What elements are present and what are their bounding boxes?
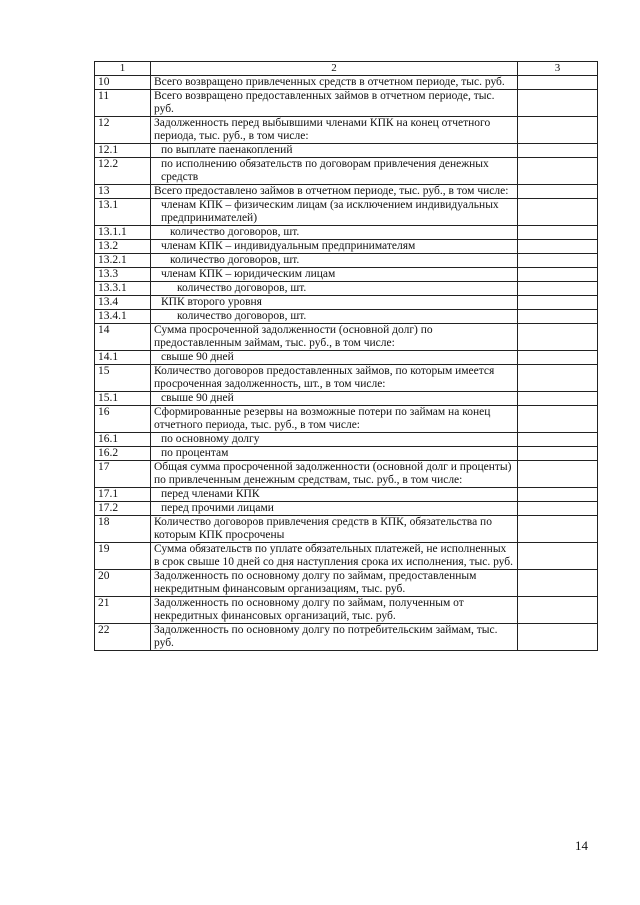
- table-row: [95, 488, 598, 502]
- row-number: 12.1: [95, 144, 151, 158]
- row-description: свыше 90 дней: [151, 392, 518, 406]
- row-description: по исполнению обязательств по договорам привлечения денежных средств: [151, 158, 518, 185]
- row-description: количество договоров, шт.: [151, 254, 518, 268]
- table-row: [95, 282, 598, 296]
- row-description: количество договоров, шт.: [151, 226, 518, 240]
- row-description: Всего возвращено привлеченных средств в отчетном периоде, тыс. руб.: [151, 76, 518, 90]
- row-number: 15: [95, 365, 151, 392]
- row-value-cell[interactable]: [518, 516, 598, 543]
- row-number: 20: [95, 570, 151, 597]
- row-value-cell[interactable]: [518, 392, 598, 406]
- row-value-cell[interactable]: [518, 433, 598, 447]
- row-description: Задолженность по основному долгу по займам, предоставленным некредитным финансовым организациям, тыс. руб.: [151, 570, 518, 597]
- row-description: по основному долгу: [151, 433, 518, 447]
- table-row: [95, 392, 598, 406]
- row-description: Количество договоров предоставленных займов, по которым имеется просроченная задолженность, шт., в том числе:: [151, 365, 518, 392]
- row-number: 17.1: [95, 488, 151, 502]
- row-description: Общая сумма просроченной задолженности (основной долг и проценты) по привлеченным денежным средствам, тыс. руб., в том числе:: [151, 461, 518, 488]
- row-number: 15.1: [95, 392, 151, 406]
- row-value-cell[interactable]: [518, 447, 598, 461]
- row-number: 13: [95, 185, 151, 199]
- table-row: [95, 117, 598, 144]
- row-number: 13.1: [95, 199, 151, 226]
- row-description: по выплате паенакоплений: [151, 144, 518, 158]
- row-value-cell[interactable]: [518, 597, 598, 624]
- row-value-cell[interactable]: [518, 117, 598, 144]
- row-value-cell[interactable]: [518, 268, 598, 282]
- row-number: 14.1: [95, 351, 151, 365]
- row-value-cell[interactable]: [518, 296, 598, 310]
- row-number: 13.1.1: [95, 226, 151, 240]
- row-description: Задолженность по основному долгу по займам, полученным от некредитных финансовых организаций, тыс. руб.: [151, 597, 518, 624]
- table-row: [95, 624, 598, 651]
- row-description: по процентам: [151, 447, 518, 461]
- table-row: [95, 296, 598, 310]
- row-value-cell[interactable]: [518, 310, 598, 324]
- row-value-cell[interactable]: [518, 185, 598, 199]
- table-row: [95, 324, 598, 351]
- row-value-cell[interactable]: [518, 543, 598, 570]
- row-description: количество договоров, шт.: [151, 310, 518, 324]
- row-value-cell[interactable]: [518, 199, 598, 226]
- row-description: КПК второго уровня: [151, 296, 518, 310]
- row-value-cell[interactable]: [518, 570, 598, 597]
- row-number: 13.4.1: [95, 310, 151, 324]
- row-number: 21: [95, 597, 151, 624]
- page-number: 14: [575, 838, 588, 853]
- table-row: [95, 502, 598, 516]
- row-value-cell[interactable]: [518, 226, 598, 240]
- row-value-cell[interactable]: [518, 351, 598, 365]
- row-number: 14: [95, 324, 151, 351]
- row-description: Сумма обязательств по уплате обязательных платежей, не исполненных в срок свыше 10 дней со дня наступления срока их исполнения, тыс. руб.: [151, 543, 518, 570]
- table-header-row: [95, 62, 598, 76]
- table-row: [95, 144, 598, 158]
- table-row: [95, 365, 598, 392]
- row-value-cell[interactable]: [518, 76, 598, 90]
- row-description: Количество договоров привлечения средств в КПК, обязательства по которым КПК просрочены: [151, 516, 518, 543]
- table-row: [95, 433, 598, 447]
- row-value-cell[interactable]: [518, 158, 598, 185]
- row-value-cell[interactable]: [518, 254, 598, 268]
- row-description: членам КПК – физическим лицам (за исключением индивидуальных предпринимателей): [151, 199, 518, 226]
- row-description: свыше 90 дней: [151, 351, 518, 365]
- table-row: [95, 158, 598, 185]
- table-row: [95, 199, 598, 226]
- table-row: [95, 461, 598, 488]
- row-number: 17.2: [95, 502, 151, 516]
- row-value-cell[interactable]: [518, 240, 598, 254]
- table-row: [95, 570, 598, 597]
- row-number: 13.2.1: [95, 254, 151, 268]
- row-number: 13.3.1: [95, 282, 151, 296]
- row-number: 19: [95, 543, 151, 570]
- row-description: членам КПК – юридическим лицам: [151, 268, 518, 282]
- row-description: Всего предоставлено займов в отчетном периоде, тыс. руб., в том числе:: [151, 185, 518, 199]
- row-number: 12.2: [95, 158, 151, 185]
- row-description: Всего возвращено предоставленных займов в отчетном периоде, тыс. руб.: [151, 90, 518, 117]
- row-number: 18: [95, 516, 151, 543]
- row-number: 13.2: [95, 240, 151, 254]
- row-description: перед прочими лицами: [151, 502, 518, 516]
- row-number: 12: [95, 117, 151, 144]
- column-header-3: 3: [518, 62, 598, 76]
- row-description: перед членами КПК: [151, 488, 518, 502]
- row-description: Задолженность перед выбывшими членами КПК на конец отчетного периода, тыс. руб., в том числе:: [151, 117, 518, 144]
- column-header-2: 2: [151, 62, 518, 76]
- row-number: 22: [95, 624, 151, 651]
- row-number: 13.4: [95, 296, 151, 310]
- row-description: количество договоров, шт.: [151, 282, 518, 296]
- row-number: 16.2: [95, 447, 151, 461]
- row-number: 13.3: [95, 268, 151, 282]
- table-row: [95, 90, 598, 117]
- row-value-cell[interactable]: [518, 282, 598, 296]
- row-number: 16.1: [95, 433, 151, 447]
- row-number: 16: [95, 406, 151, 433]
- column-header-1: 1: [95, 62, 151, 76]
- table-row: [95, 226, 598, 240]
- row-value-cell[interactable]: [518, 488, 598, 502]
- row-description: Задолженность по основному долгу по потребительским займам, тыс. руб.: [151, 624, 518, 651]
- form-table: [94, 61, 598, 651]
- row-value-cell[interactable]: [518, 90, 598, 117]
- row-number: 10: [95, 76, 151, 90]
- table-row: [95, 268, 598, 282]
- row-value-cell[interactable]: [518, 324, 598, 351]
- row-value-cell[interactable]: [518, 365, 598, 392]
- row-value-cell[interactable]: [518, 406, 598, 433]
- row-value-cell[interactable]: [518, 461, 598, 488]
- row-number: 17: [95, 461, 151, 488]
- table-row: [95, 516, 598, 543]
- table-row: [95, 185, 598, 199]
- row-number: 11: [95, 90, 151, 117]
- row-value-cell[interactable]: [518, 624, 598, 651]
- row-description: членам КПК – индивидуальным предпринимателям: [151, 240, 518, 254]
- table-row: [95, 543, 598, 570]
- row-description: Сформированные резервы на возможные потери по займам на конец отчетного периода, тыс. руб., в том числе:: [151, 406, 518, 433]
- table-row: [95, 76, 598, 90]
- row-value-cell[interactable]: [518, 144, 598, 158]
- table-row: [95, 351, 598, 365]
- table-row: [95, 447, 598, 461]
- table-row: [95, 406, 598, 433]
- table-row: [95, 597, 598, 624]
- row-value-cell[interactable]: [518, 502, 598, 516]
- table-row: [95, 254, 598, 268]
- table-row: [95, 310, 598, 324]
- row-description: Сумма просроченной задолженности (основной долг) по предоставленным займам, тыс. руб., в том числе:: [151, 324, 518, 351]
- table-row: [95, 240, 598, 254]
